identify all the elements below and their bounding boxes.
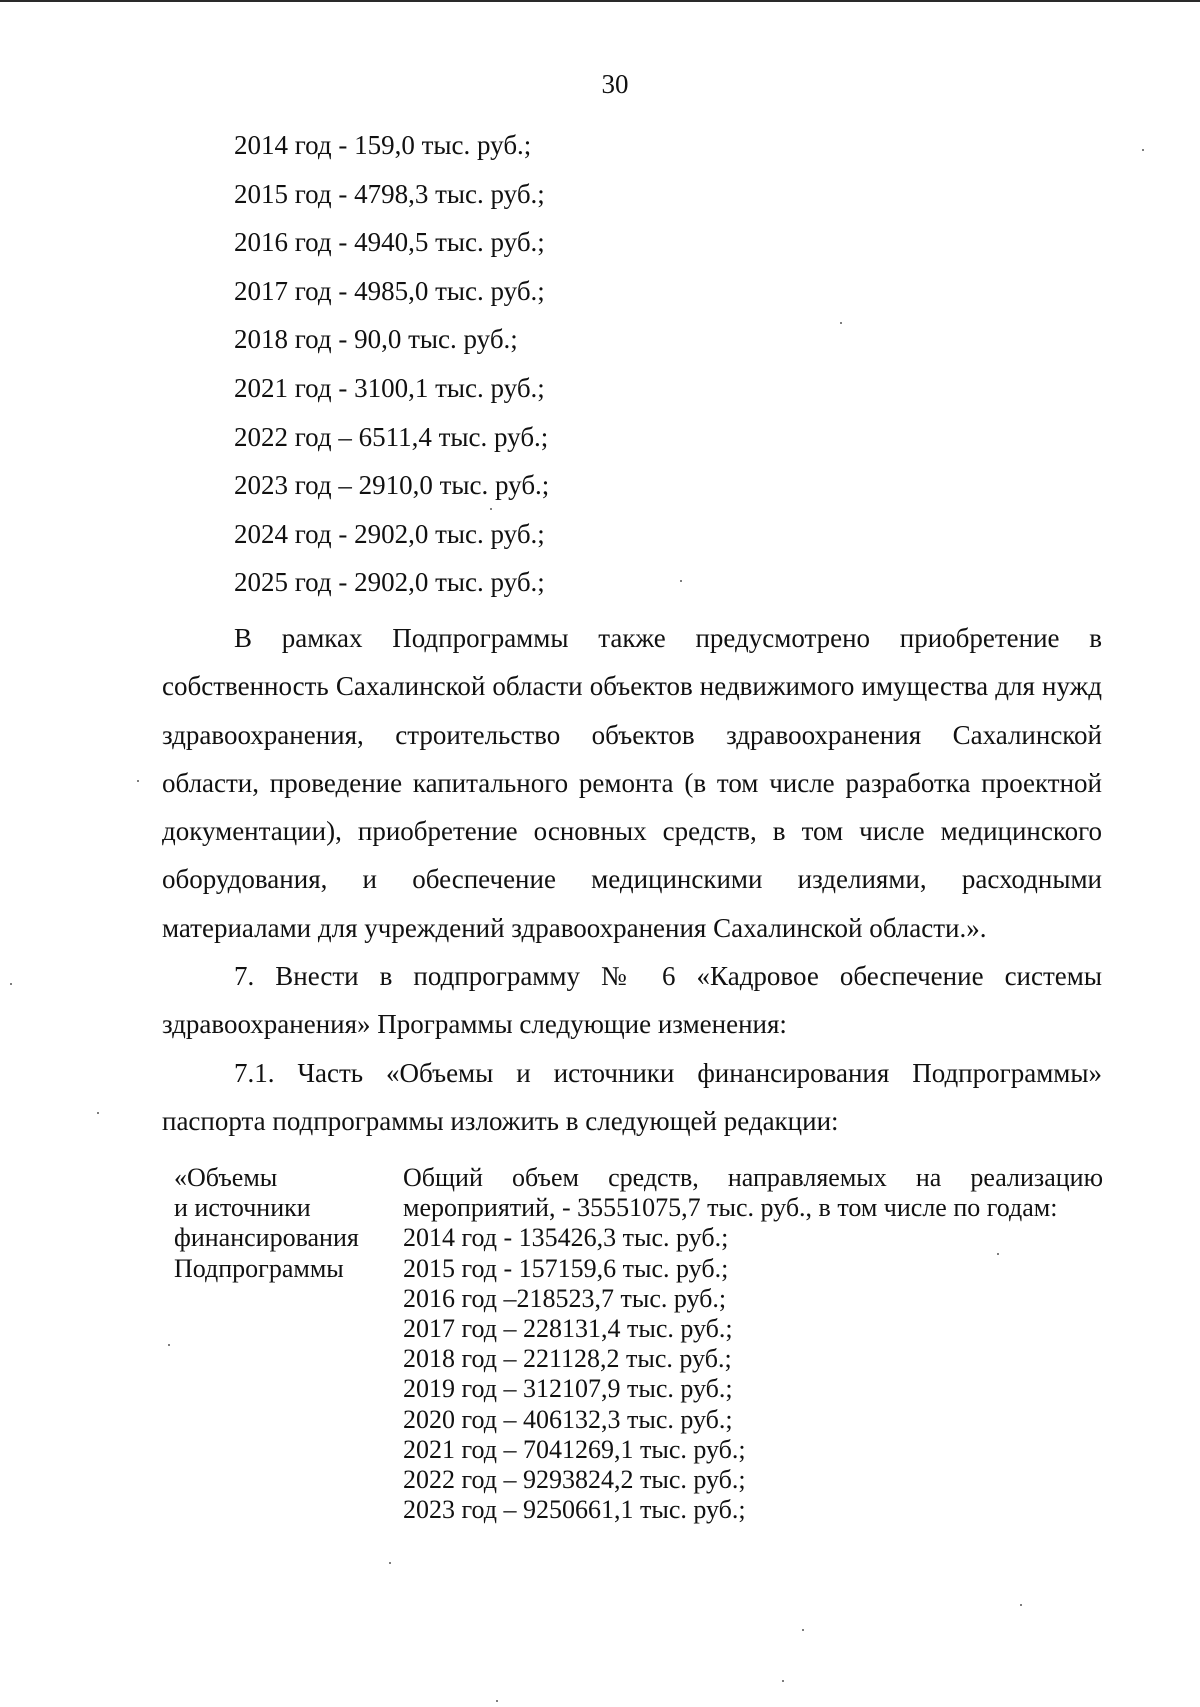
scan-speck: [496, 1700, 498, 1702]
scan-speck: [490, 508, 492, 510]
paragraph-amend-subprogram-6: 7. Внести в подпрограмму № 6 «Кадровое обеспечение системы здравоохранения» Программы следующие изменения:: [162, 961, 1102, 1040]
scan-speck: [168, 1344, 170, 1346]
passport-year-line: 2021 год – 7041269,1 тыс. руб.;: [403, 1434, 746, 1464]
scan-speck: [1142, 149, 1144, 151]
scan-top-edge: [0, 0, 1200, 2]
scan-speck: [97, 1112, 99, 1114]
passport-year-line: 2023 год – 9250661,1 тыс. руб.;: [403, 1495, 746, 1525]
paragraph-acquisition: В рамках Подпрограммы также предусмотрено приобретение в собственность Сахалинской области объектов недвижимого имущества для нужд здравоохранения, строительство объектов здравоохранения Сахалинской области, проведение капитального ремонта (в том числе разработка проектной документации), приобретение основных средств, в том числе медицинского оборудования, и обеспечение медицинскими изделиями, расходными материалами для учреждений здравоохранения Сахалинской области.».: [162, 623, 1102, 943]
passport-year-line: 2019 год – 312107,9 тыс. руб.;: [403, 1374, 733, 1404]
funding-year-list: [234, 121, 834, 607]
funding-year-line: 2024 год - 2902,0 тыс. руб.;: [234, 518, 545, 549]
passport-year-line: 2017 год – 228131,4 тыс. руб.;: [403, 1314, 733, 1344]
funding-year-line: 2018 год - 90,0 тыс. руб.;: [234, 324, 518, 355]
page-number: 30: [601, 69, 629, 99]
passport-year-line: 2014 год - 135426,3 тыс. руб.;: [403, 1223, 729, 1253]
scan-speck: [680, 580, 682, 582]
scan-speck: [997, 1253, 999, 1255]
passport-label-line: Подпрограммы: [174, 1253, 344, 1283]
body-text: [162, 614, 1102, 1145]
passport-total-text: Общий объем средств, направляемых на реализацию мероприятий, - 35551075,7 тыс. руб., в том числе по годам:: [403, 1163, 1103, 1223]
scan-speck: [782, 1680, 784, 1682]
scan-speck: [389, 1562, 391, 1564]
funding-year-line: 2017 год - 4985,0 тыс. руб.;: [234, 275, 545, 306]
scan-speck: [840, 322, 842, 324]
passport-label-line: «Объемы: [174, 1163, 278, 1192]
funding-year-line: 2023 год – 2910,0 тыс. руб.;: [234, 470, 550, 501]
passport-year-line: 2022 год – 9293824,2 тыс. руб.;: [403, 1465, 746, 1495]
passport-year-line: 2016 год –218523,7 тыс. руб.;: [403, 1283, 727, 1313]
scan-speck: [1020, 1604, 1022, 1606]
passport-label: [174, 1163, 394, 1284]
scan-speck: [10, 983, 12, 985]
passport-year-line: 2015 год - 157159,6 тыс. руб.;: [403, 1253, 729, 1283]
passport-label-line: финансирования: [174, 1223, 359, 1253]
paragraph-section-7-1: 7.1. Часть «Объемы и источники финансирования Подпрограммы» паспорта подпрограммы изложить в следующей редакции:: [162, 1057, 1102, 1136]
scan-speck: [802, 1629, 804, 1631]
scan-speck: [137, 780, 139, 782]
passport-label-line: и источники: [174, 1193, 311, 1223]
passport-year-line: 2020 год – 406132,3 тыс. руб.;: [403, 1404, 733, 1434]
passport-content: [403, 1163, 1103, 1525]
funding-year-line: 2016 год - 4940,5 тыс. руб.;: [234, 227, 545, 258]
funding-year-line: 2014 год - 159,0 тыс. руб.;: [234, 130, 532, 160]
passport-year-line: 2018 год – 221128,2 тыс. руб.;: [403, 1344, 732, 1374]
funding-year-line: 2015 год - 4798,3 тыс. руб.;: [234, 178, 545, 209]
funding-year-line: 2022 год – 6511,4 тыс. руб.;: [234, 421, 549, 452]
funding-year-line: 2021 год - 3100,1 тыс. руб.;: [234, 372, 545, 403]
funding-year-line: 2025 год - 2902,0 тыс. руб.;: [234, 567, 545, 598]
